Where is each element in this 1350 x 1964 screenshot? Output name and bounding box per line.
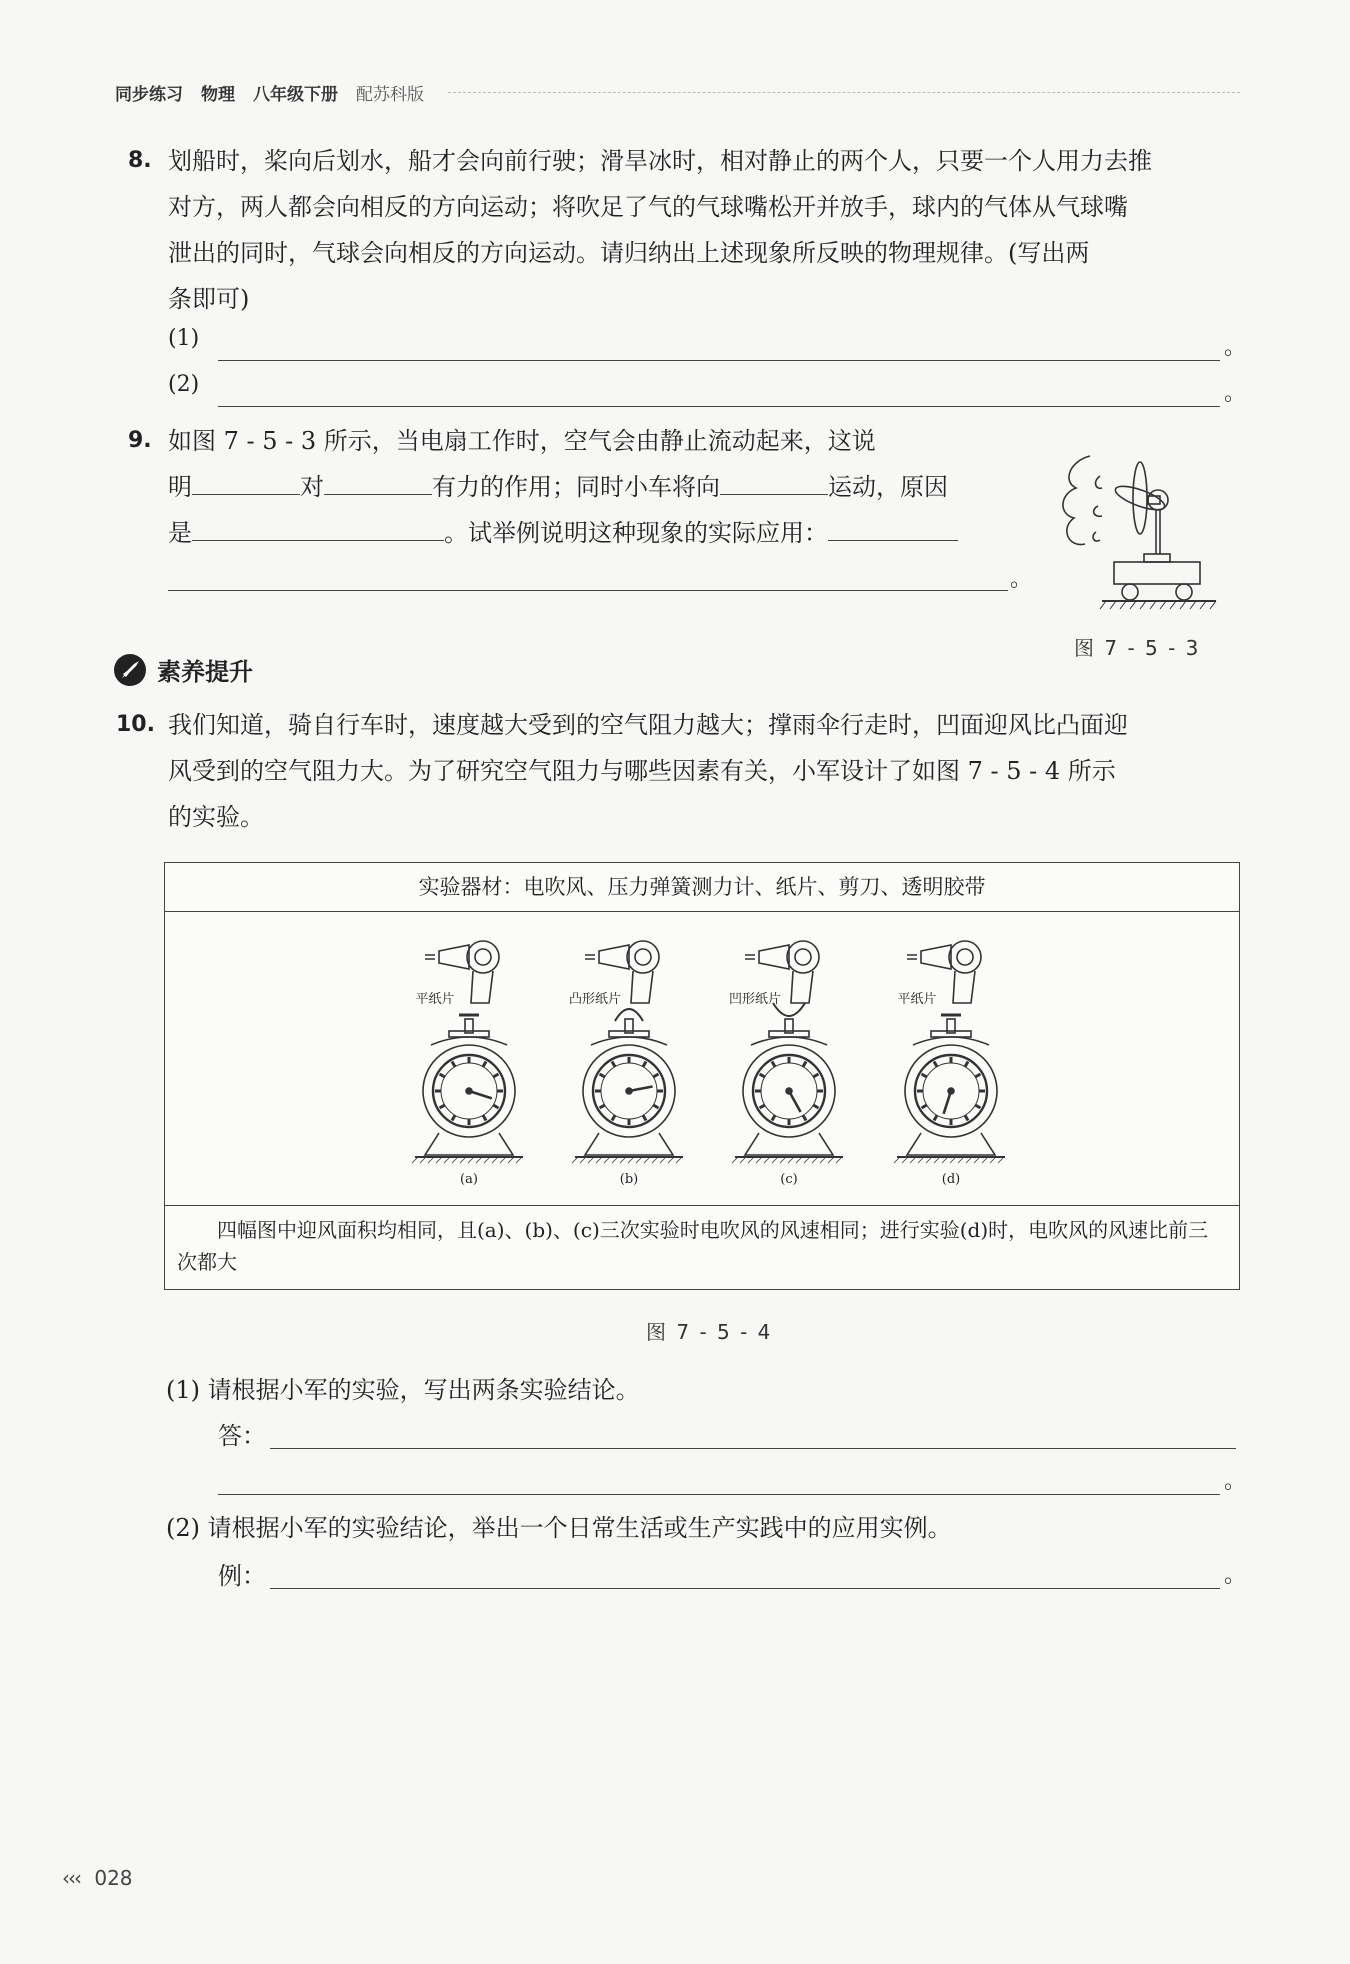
paper-shape-label: 凹形纸片 [728, 992, 782, 1007]
header-rule [448, 92, 1240, 93]
experiment-materials: 实验器材：电吹风、压力弹簧测力计、纸片、剪刀、透明胶带 [165, 863, 1239, 912]
q9-text-force: 有力的作用；同时小车将向 [432, 473, 720, 501]
footer-arrows: ‹‹‹ [62, 1866, 80, 1890]
question-8-line: 划船时，桨向后划水，船才会向前行驶；滑旱冰时，相对静止的两个人，只要一个人用力去推 [168, 147, 1152, 175]
q10-sub2: (2) 请根据小军的实验结论，举出一个日常生活或生产实践中的应用实例。 [166, 1514, 952, 1542]
q9-text-reason: 运动，原因 [828, 473, 948, 501]
question-10-line: 的实验。 [168, 803, 264, 831]
q8-end-2: 。 [1224, 381, 1247, 406]
q8-answer-line-2[interactable] [218, 406, 1220, 407]
figure-7-5-3-caption: 图 7 - 5 - 3 [1074, 636, 1201, 660]
q10-example-label: 例： [218, 1562, 266, 1590]
q9-blank-2[interactable] [324, 468, 432, 495]
paper-shape-label: 平纸片 [897, 992, 937, 1007]
device-sublabel: (b) [619, 1172, 639, 1187]
question-10-line: 我们知道，骑自行车时，速度越大受到的空气阻力越大；撑雨伞行走时，凹面迎风比凸面迎 [168, 711, 1128, 739]
page-footer [62, 1866, 133, 1890]
header-subject: 物理 [201, 84, 235, 105]
q9-text-example: 。试举例说明这种现象的实际应用： [444, 519, 828, 547]
q10-sub1: (1) 请根据小军的实验，写出两条实验结论。 [166, 1376, 640, 1404]
question-8 [130, 138, 1240, 322]
question-9-number: 9. [128, 428, 152, 453]
fan-cart-figure [1040, 436, 1240, 626]
section-title [113, 652, 253, 687]
question-8-line: 对方，两人都会向相反的方向运动；将吹足了气的气球嘴松开并放手，球内的气体从气球嘴 [168, 193, 1128, 221]
paper-shape-label: 凸形纸片 [568, 992, 622, 1007]
q8-end-1: 。 [1224, 335, 1247, 360]
question-10 [116, 702, 1240, 840]
question-10-number: 10. [116, 712, 155, 737]
question-9 [130, 418, 1030, 556]
q10-answer-line-1[interactable] [270, 1448, 1236, 1449]
header-grade: 八年级下册 [253, 84, 338, 105]
question-8-text [168, 138, 1240, 322]
experiment-device [732, 941, 843, 1163]
question-9-line-1: 如图 7 - 5 - 3 所示，当电扇工作时，空气会由静止流动起来，这说 [168, 427, 876, 455]
q9-text-ming: 明 [168, 473, 192, 501]
device-sublabel: (c) [780, 1172, 798, 1187]
q8-sub1-label: (1) [168, 326, 200, 351]
question-8-line: 条即可) [168, 285, 250, 313]
experiment-device [572, 941, 683, 1163]
q9-end: 。 [1010, 567, 1033, 592]
figure-7-5-4-caption: 图 7 - 5 - 4 [646, 1320, 773, 1344]
q9-blank-1[interactable] [192, 468, 300, 495]
experiment-box [164, 862, 1240, 1290]
section-title-text: 素养提升 [157, 658, 253, 686]
q9-blank-3[interactable] [720, 468, 828, 495]
q10-end-2: 。 [1224, 1563, 1247, 1588]
q9-text-dui: 对 [300, 473, 324, 501]
device-sublabel: (a) [460, 1172, 478, 1187]
header-series: 同步练习 [115, 84, 183, 105]
q10-answer-label: 答： [218, 1422, 266, 1450]
question-9-text [168, 418, 1030, 556]
rocket-icon [113, 653, 147, 687]
paper-shape-label: 平纸片 [415, 992, 455, 1007]
q10-example-line[interactable] [270, 1588, 1220, 1589]
page-header [115, 78, 1240, 106]
experiment-device [412, 941, 523, 1163]
q9-answer-line[interactable] [168, 590, 1008, 591]
q9-text-shi: 是 [168, 519, 192, 547]
question-9-line-2 [168, 464, 1030, 510]
page-number: 028 [94, 1866, 133, 1890]
q9-blank-5[interactable] [828, 514, 958, 541]
question-10-line: 风受到的空气阻力大。为了研究空气阻力与哪些因素有关，小军设计了如图 7 - 5 - 4 所示 [168, 757, 1116, 785]
experiment-devices-figure [165, 911, 1239, 1203]
header-edition: 配苏科版 [356, 84, 424, 105]
experiment-note: 四幅图中迎风面积均相同，且(a)、(b)、(c)三次实验时电吹风的风速相同；进行实验(d)时，电吹风的风速比前三次都大 [165, 1205, 1239, 1289]
question-8-number: 8. [128, 148, 152, 173]
q8-answer-line-1[interactable] [218, 360, 1220, 361]
question-8-line: 泄出的同时，气球会向相反的方向运动。请归纳出上述现象所反映的物理规律。(写出两 [168, 239, 1090, 267]
q8-sub2-label: (2) [168, 372, 200, 397]
experiment-device [894, 941, 1005, 1163]
device-sublabel: (d) [941, 1172, 961, 1187]
question-10-text [168, 702, 1240, 840]
q10-end-1: 。 [1224, 1469, 1247, 1494]
q9-blank-4[interactable] [192, 514, 444, 541]
question-9-line-3 [168, 510, 1030, 556]
q10-answer-line-2[interactable] [218, 1494, 1220, 1495]
